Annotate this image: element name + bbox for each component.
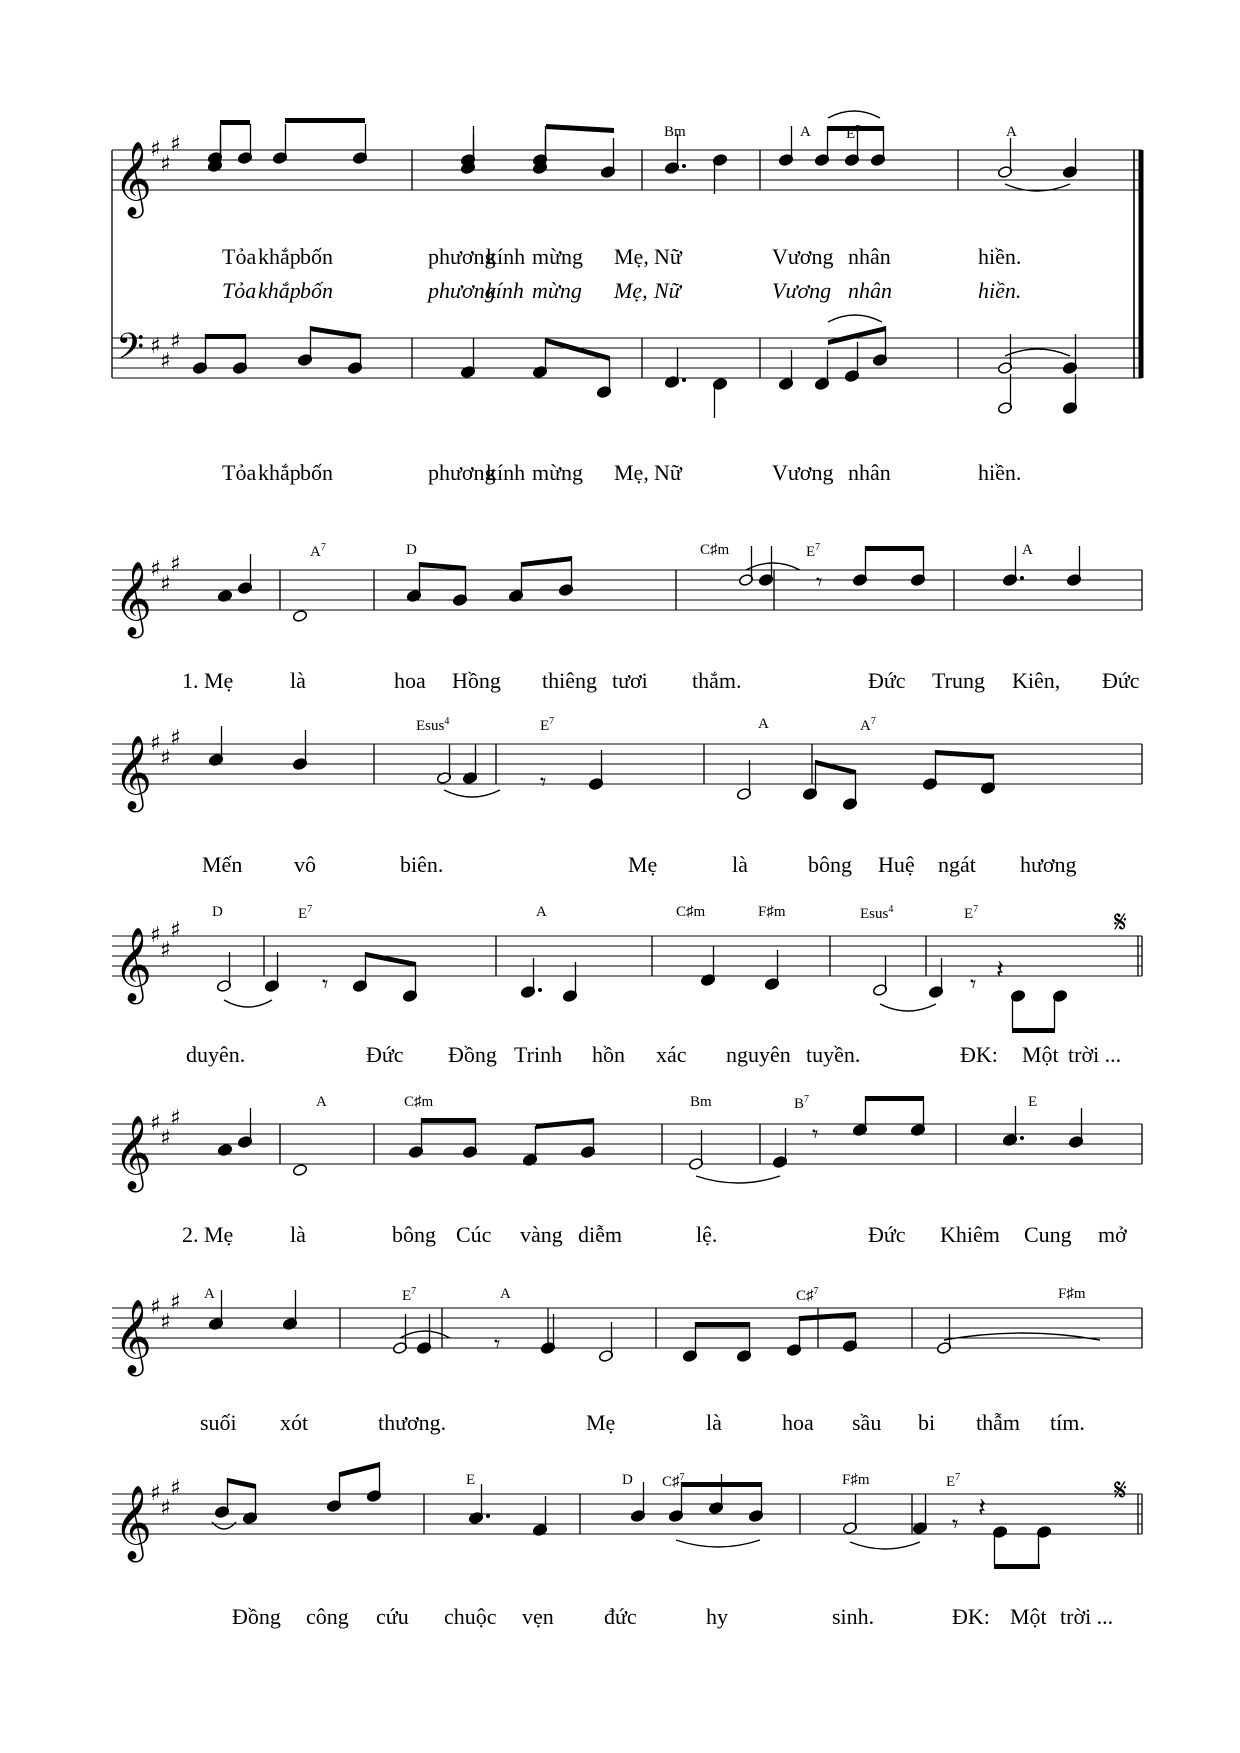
lyric-word: Mến <box>202 852 243 877</box>
lyric-word: biên. <box>400 852 444 877</box>
lyric-word: kính <box>486 278 524 303</box>
lyric-word: Cung <box>1024 1222 1072 1247</box>
lyric-word: Đồng <box>232 1604 281 1629</box>
lyric-word: nhân <box>848 460 891 485</box>
beam <box>220 120 250 125</box>
chord-symbol <box>964 904 978 923</box>
chord-extension: 7 <box>804 1094 810 1105</box>
lyric-word: thắm. <box>692 668 742 693</box>
sharp-icon: ♯ <box>170 918 181 943</box>
chord-root: A <box>1006 124 1017 140</box>
sharp-icon: ♯ <box>170 1476 181 1501</box>
beam <box>800 1312 856 1321</box>
eighth-rest-icon: 𝄾 <box>322 970 329 998</box>
treble-clef-icon: 𝄞 <box>114 1300 152 1374</box>
lyric-word: phương <box>428 278 496 303</box>
lyric-word: khắp <box>258 244 301 269</box>
treble-clef-icon: 𝄞 <box>114 142 152 216</box>
lyric-word: Kiên, <box>1012 668 1061 693</box>
beam <box>228 1478 256 1489</box>
lyric-word: Vương <box>772 244 834 269</box>
note-dot <box>486 1514 490 1518</box>
chord-root: E <box>540 718 550 734</box>
chord-root: C♯m <box>676 904 706 920</box>
treble-clef-icon: 𝄞 <box>114 928 152 1002</box>
lyric-word: xác <box>656 1042 687 1067</box>
lyric-word: Mẹ, <box>614 278 648 303</box>
lyric-word: Một <box>1010 1604 1047 1629</box>
note-dot <box>682 378 686 382</box>
beam <box>682 1482 762 1487</box>
lyric-word: hiền. <box>978 244 1022 269</box>
segno-icon: 𝄋 <box>1114 906 1127 939</box>
chord-symbol <box>500 1286 511 1303</box>
eighth-rest-icon: 𝄾 <box>816 568 823 596</box>
tie <box>850 1542 920 1549</box>
beam <box>366 952 416 967</box>
lyric-word: nhân <box>848 244 891 269</box>
lyric-word: vô <box>294 852 316 877</box>
chord-symbol <box>842 1472 870 1489</box>
note-head <box>292 609 307 622</box>
lyric-word: Vương <box>772 278 832 303</box>
chord-symbol <box>404 1094 433 1111</box>
lyric-word: Tỏa <box>222 278 257 303</box>
lyric-word: duyên. <box>186 1042 246 1067</box>
lyric-word: Nữ <box>654 460 682 485</box>
chord-symbol <box>1006 124 1017 141</box>
lyric-word: ĐK: <box>960 1042 998 1067</box>
lyric-word: là <box>706 1410 722 1435</box>
note-dot <box>1020 1136 1024 1140</box>
sharp-icon: ♯ <box>160 1310 171 1335</box>
chord-root: F♯m <box>1058 1286 1086 1302</box>
beam <box>522 556 572 567</box>
sharp-icon: ♯ <box>150 557 161 582</box>
chord-root: E <box>846 126 856 142</box>
chord-root: A <box>536 904 547 920</box>
chord-extension: 7 <box>815 542 821 553</box>
chord-symbol <box>806 542 820 561</box>
treble-clef-icon: 𝄞 <box>114 1486 152 1560</box>
chord-extension: 7 <box>549 716 555 727</box>
eighth-rest-icon: 𝄾 <box>540 768 547 796</box>
note-dot <box>1020 576 1024 580</box>
sharp-icon: ♯ <box>160 572 171 597</box>
tie <box>880 1004 936 1011</box>
tie <box>676 1540 760 1547</box>
lyric-word: mừng <box>532 460 584 485</box>
lyric-word: nguyên <box>726 1042 791 1067</box>
chord-extension: 7 <box>307 904 313 915</box>
lyric-word: hiền. <box>978 460 1022 485</box>
beam <box>285 118 365 123</box>
lyric-word: 2. Mẹ <box>182 1222 234 1247</box>
sharp-icon: ♯ <box>160 1496 171 1521</box>
chord-root: A <box>800 124 811 140</box>
sharp-icon: ♯ <box>160 938 171 963</box>
lyric-word: ĐK: <box>952 1604 990 1629</box>
chord-extension: 7 <box>870 716 876 727</box>
sharp-icon: ♯ <box>150 1481 161 1506</box>
note-head <box>292 1163 307 1176</box>
eighth-rest-icon: 𝄾 <box>970 970 977 998</box>
note-head <box>217 589 232 602</box>
eighth-rest-icon: 𝄾 <box>952 1510 959 1538</box>
chord-root: F♯m <box>842 1472 870 1488</box>
chord-symbol <box>622 1472 633 1489</box>
eighth-rest-icon: 𝄾 <box>812 1120 819 1148</box>
lyric-word: bốn <box>300 244 333 269</box>
lyric-word: Mẹ <box>586 1410 616 1435</box>
lyric-word: Mẹ, <box>614 244 649 269</box>
beam <box>1012 1028 1055 1033</box>
lyric-word: là <box>290 668 306 693</box>
eighth-rest-icon: 𝄾 <box>494 1330 501 1358</box>
lyric-word: Vương <box>772 460 834 485</box>
lyric-word: diễm <box>578 1222 622 1247</box>
beam <box>340 1462 380 1477</box>
tie <box>746 563 800 570</box>
chord-root: A <box>860 718 871 734</box>
chord-root: E <box>466 1472 476 1488</box>
lyric-word: thẫm <box>976 1410 1020 1435</box>
lyric-word: Nữ <box>654 278 681 303</box>
lyric-word: sầu <box>852 1410 882 1435</box>
sharp-icon: ♯ <box>150 1295 161 1320</box>
sharp-icon: ♯ <box>150 731 161 756</box>
sharp-icon: ♯ <box>170 1290 181 1315</box>
lyric-word: vàng <box>520 1222 563 1247</box>
note-dot <box>538 988 542 992</box>
chord-symbol <box>1022 542 1033 559</box>
lyric-word: kính <box>486 460 526 485</box>
chord-root: D <box>212 904 223 920</box>
lyric-word: kính <box>486 244 526 269</box>
beam <box>546 124 614 133</box>
sharp-icon: ♯ <box>170 329 181 354</box>
lyric-word: Tỏa <box>222 460 257 485</box>
beam <box>866 546 924 551</box>
chord-symbol <box>676 904 705 921</box>
lyric-word: mở <box>1098 1222 1127 1247</box>
lyric-word: cứu <box>376 1604 409 1629</box>
chord-root: C♯m <box>700 542 730 558</box>
chord-symbol <box>700 542 729 559</box>
tie <box>1005 349 1070 356</box>
sharp-icon: ♯ <box>160 1126 171 1151</box>
chord-symbol <box>860 904 893 923</box>
chord-root: D <box>622 1472 633 1488</box>
treble-clef-icon: 𝄞 <box>114 562 152 636</box>
lyric-word: xót <box>280 1410 309 1435</box>
lyric-word: Đức <box>868 668 906 693</box>
lyric-word: Mẹ, <box>614 460 649 485</box>
lyric-word: thương. <box>378 1410 447 1435</box>
beam <box>422 1118 476 1123</box>
lyric-word: hoa <box>782 1410 814 1435</box>
sharp-icon: ♯ <box>160 152 171 177</box>
lyric-word: mừng <box>532 278 582 303</box>
chord-symbol <box>1058 1286 1086 1303</box>
chord-root: C♯ <box>662 1474 680 1490</box>
beam <box>936 750 994 759</box>
lyric-word: Huệ <box>878 852 915 877</box>
chord-root: A <box>758 716 769 732</box>
lyric-word: Đức <box>366 1042 404 1067</box>
chord-symbol <box>1028 1094 1037 1111</box>
lyric-word: chuộc <box>444 1604 497 1629</box>
lyric-word: phương <box>428 460 496 485</box>
tie <box>828 111 880 118</box>
lyric-word: phương <box>428 244 496 269</box>
quarter-rest-icon: 𝄽 <box>978 1493 986 1523</box>
chord-symbol <box>204 1286 215 1303</box>
lyric-word: hương <box>1020 852 1077 877</box>
lyric-word: khắp <box>258 460 301 485</box>
chord-extension: 4 <box>888 904 894 915</box>
lyric-word: là <box>290 1222 306 1247</box>
chord-symbol <box>758 904 786 921</box>
chord-symbol <box>690 1094 712 1111</box>
chord-symbol <box>794 1094 809 1113</box>
chord-symbol <box>406 542 417 559</box>
chord-root: E <box>946 1474 956 1490</box>
lyric-word: lệ. <box>696 1222 718 1247</box>
beam <box>536 1118 594 1129</box>
sharp-icon: ♯ <box>170 552 181 577</box>
chord-symbol <box>796 1286 819 1305</box>
tie <box>696 1176 780 1183</box>
lyric-word: Đức <box>1102 668 1140 693</box>
sharp-icon: ♯ <box>150 334 161 359</box>
lyric-word: ngát <box>938 852 976 877</box>
chord-extension: 7 <box>320 542 326 553</box>
chord-symbol <box>536 904 547 921</box>
lyric-word: tươi <box>612 668 648 693</box>
chord-root: A <box>316 1094 327 1110</box>
lyric-word: Mẹ <box>628 852 658 877</box>
chord-root: Esus <box>416 718 445 734</box>
chord-root: A <box>1022 542 1033 558</box>
lyric-word: thiêng <box>542 668 597 693</box>
lyric-word: suối <box>200 1410 237 1435</box>
chord-extension: 7 <box>955 1472 961 1483</box>
lyric-word: bốn <box>300 278 333 303</box>
lyric-word: bốn <box>300 460 333 485</box>
treble-clef-icon: 𝄞 <box>114 736 152 810</box>
lyric-word: đức <box>604 1604 637 1629</box>
lyric-word: công <box>306 1604 349 1629</box>
lyric-word: mừng <box>532 244 584 269</box>
chord-symbol <box>758 716 769 733</box>
note-head <box>217 1143 232 1156</box>
chord-root: A <box>500 1286 511 1302</box>
chord-root: Esus <box>860 906 889 922</box>
lyric-word: Đồng <box>448 1042 497 1067</box>
sharp-icon: ♯ <box>150 1111 161 1136</box>
sharp-icon: ♯ <box>170 726 181 751</box>
beam <box>866 1096 924 1101</box>
chord-extension: 7 <box>855 124 861 135</box>
tie <box>944 1333 1100 1340</box>
chord-root: D <box>406 542 417 558</box>
lyric-word: Một <box>1022 1042 1059 1067</box>
chord-extension: 7 <box>679 1472 685 1483</box>
treble-clef-icon: 𝄞 <box>114 1116 152 1190</box>
lyric-word: tím. <box>1050 1410 1085 1435</box>
lyric-word: hy <box>706 1604 728 1629</box>
lyric-word: Trung <box>932 668 985 693</box>
chord-symbol <box>316 1094 327 1111</box>
lyric-word: khắp <box>258 278 301 303</box>
lyric-word: Nữ <box>654 244 682 269</box>
lyric-word: bông <box>808 852 852 877</box>
beam <box>994 1564 1040 1569</box>
chord-symbol <box>664 124 686 141</box>
beam <box>696 1322 750 1327</box>
sharp-icon: ♯ <box>150 923 161 948</box>
sharp-icon: ♯ <box>170 132 181 157</box>
sharp-icon: ♯ <box>160 349 171 374</box>
bass-clef-icon: 𝄢 <box>116 326 145 377</box>
chord-extension: 4 <box>444 716 450 727</box>
segno-icon: 𝄋 <box>1114 1474 1127 1507</box>
lyric-word: tuyền. <box>806 1042 861 1067</box>
chord-symbol <box>416 716 449 735</box>
lyric-word: trời ... <box>1068 1042 1122 1067</box>
lyric-word: sinh. <box>832 1604 875 1629</box>
chord-root: E <box>806 544 816 560</box>
lyric-word: là <box>732 852 748 877</box>
chord-symbol <box>212 904 223 921</box>
chord-root: C♯ <box>796 1288 814 1304</box>
chord-extension: 7 <box>813 1286 819 1297</box>
tie <box>224 1000 272 1007</box>
beam <box>816 760 856 775</box>
chord-symbol <box>466 1472 475 1489</box>
quarter-rest-icon: 𝄽 <box>996 955 1004 985</box>
lyric-word: bi <box>918 1410 936 1435</box>
chord-root: E <box>964 906 974 922</box>
lyric-word: Hồng <box>452 668 501 693</box>
lyric-word: Trinh <box>514 1042 563 1067</box>
chord-symbol <box>402 1286 416 1305</box>
tie <box>212 1522 236 1529</box>
chord-extension: 7 <box>411 1286 417 1297</box>
chord-symbol <box>846 124 860 143</box>
lyric-word: nhân <box>848 278 892 303</box>
lyric-word: Khiêm <box>940 1222 1000 1247</box>
lyric-word: hoa <box>394 668 426 693</box>
beam <box>310 326 360 339</box>
lyric-word: Cúc <box>456 1222 492 1247</box>
chord-symbol <box>946 1472 960 1491</box>
chord-symbol <box>298 904 312 923</box>
beam <box>205 334 245 339</box>
chord-root: B <box>794 1096 805 1112</box>
chord-root: A <box>204 1286 215 1302</box>
chord-root: F♯m <box>758 904 786 920</box>
chord-symbol <box>310 542 326 561</box>
chord-root: E <box>298 906 308 922</box>
chord-root: Bm <box>664 124 686 140</box>
chord-root: Bm <box>690 1094 712 1110</box>
chord-symbol <box>860 716 876 735</box>
chord-root: E <box>402 1288 412 1304</box>
chord-root: A <box>310 544 321 560</box>
lyric-word: vẹn <box>522 1604 554 1629</box>
lyric-word: hiền. <box>978 278 1022 303</box>
chord-root: C♯m <box>404 1094 434 1110</box>
sharp-icon: ♯ <box>170 1106 181 1131</box>
lyric-word: Đức <box>868 1222 906 1247</box>
lyric-word: bông <box>392 1222 436 1247</box>
note-dot <box>682 164 686 168</box>
chord-root: E <box>1028 1094 1038 1110</box>
sharp-icon: ♯ <box>160 746 171 771</box>
chord-symbol <box>800 124 811 141</box>
lyric-word: trời ... <box>1060 1604 1114 1629</box>
sharp-icon: ♯ <box>150 137 161 162</box>
chord-extension: 7 <box>973 904 979 915</box>
tie <box>444 790 500 797</box>
chord-symbol <box>662 1472 685 1491</box>
chord-symbol <box>540 716 554 735</box>
lyric-word: Tỏa <box>222 244 257 269</box>
lyric-word: 1. Mẹ <box>182 668 234 693</box>
lyric-word: hồn <box>592 1042 625 1067</box>
tie <box>828 315 882 322</box>
